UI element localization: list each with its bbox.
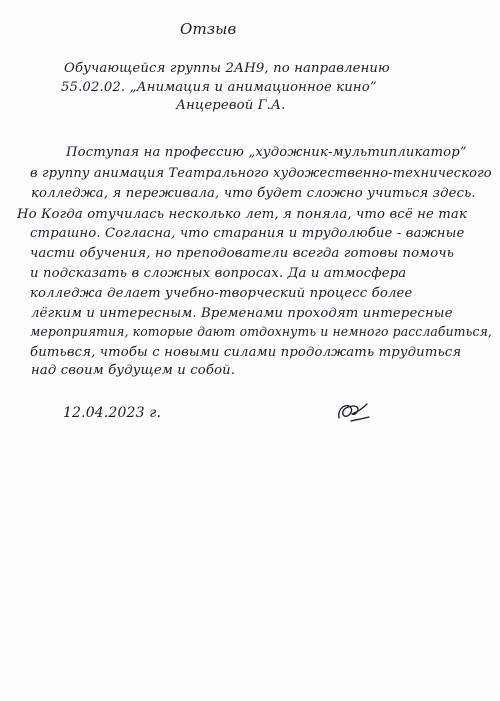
body-line: колледжа делает учебно-творческий процесс более: [30, 286, 413, 301]
body-line: над своим будущем и собой.: [31, 363, 236, 378]
body-line: и подсказать в сложных вопросах. Да и атмосфера: [30, 266, 407, 281]
document-title: Отзыв: [180, 20, 237, 38]
header-line-student-group: Обучающейся группы 2АН9, по направлению: [64, 61, 390, 76]
header-line-specialty: 55.02.02. „Анимация и анимационное кино”: [61, 80, 377, 95]
body-line: Но Когда отучилась несколько лет, я поняла, что всё не так: [17, 207, 467, 222]
body-line: в группу анимация Театрального художественно-технического: [30, 166, 492, 181]
body-line: Поступая на профессию „художник-мультипликатор”: [66, 145, 467, 160]
body-line: битьвся, чтобы с новыми силами продолжать трудиться: [30, 345, 462, 360]
body-line: части обучения, но преподователи всегда готовы помочь: [30, 246, 455, 261]
body-line: лёгким и интересным. Временами проходят интересные: [31, 306, 453, 321]
body-line: мероприятия, которые дают отдохнуть и немного расслабиться,: [30, 325, 493, 340]
body-line: колледжа, я переживала, что будет сложно учиться здесь.: [31, 186, 476, 201]
body-line: страшно. Согласна, что старания и трудолюбие - важные: [30, 226, 465, 241]
document-date: 12.04.2023 г.: [63, 405, 162, 421]
signature-icon: [333, 398, 373, 426]
header-line-student-name: Анцеревой Г.А.: [176, 98, 286, 113]
